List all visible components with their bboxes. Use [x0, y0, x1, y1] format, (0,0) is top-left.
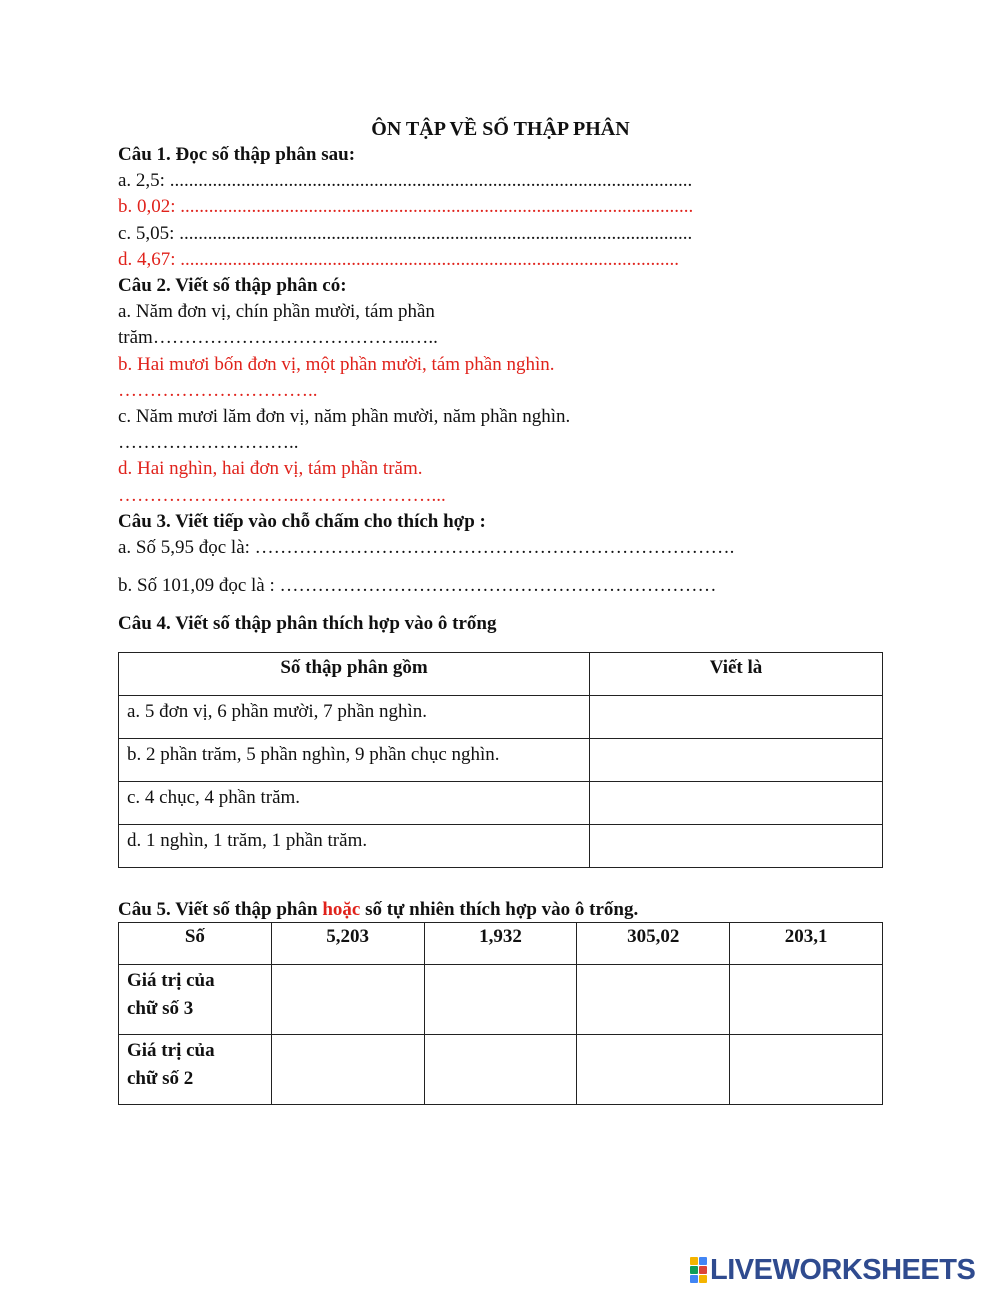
table-row [119, 824, 883, 867]
q5-heading-emphasis: hoặc [322, 898, 361, 920]
q5-answer-cell[interactable] [730, 964, 883, 1034]
q4-row-d-label: d. 1 nghìn, 1 trăm, 1 phần trăm. [119, 824, 590, 867]
q2-item-c-line1: c. Năm mươi lăm đơn vị, năm phần mười, năm phần nghìn. [118, 406, 571, 428]
q2-item-c-line2[interactable]: ……………………….. [118, 432, 299, 454]
table-row [119, 781, 883, 824]
table-header-row [119, 652, 883, 695]
q5-answer-cell[interactable] [577, 1034, 730, 1104]
q4-row-b-label: b. 2 phần trăm, 5 phần nghìn, 9 phần chục nghìn. [119, 738, 590, 781]
q4-row-c-answer-cell[interactable] [590, 781, 883, 824]
table-header-row [119, 922, 883, 964]
q4-row-d-answer-cell[interactable] [590, 824, 883, 867]
q2-item-b-line2[interactable]: ………………………….. [118, 379, 318, 401]
table-row [119, 738, 883, 781]
question-3-heading: Câu 3. Viết tiếp vào chỗ chấm cho thích hợp : [118, 510, 486, 532]
q4-row-a-label: a. 5 đơn vị, 6 phần mười, 7 phần nghìn. [119, 695, 590, 738]
q4-row-c-label: c. 4 chục, 4 phần trăm. [119, 781, 590, 824]
question-5-heading [118, 898, 888, 922]
liveworksheets-logo [690, 1252, 975, 1288]
worksheet [118, 116, 888, 1105]
q1-item-a: a. 2,5: .............................................................................................................. [118, 170, 693, 192]
q5-answer-cell[interactable] [271, 1034, 424, 1104]
q3-item-b[interactable]: b. Số 101,09 đọc là : …………………………………………………………… [118, 575, 717, 597]
question-4-heading: Câu 4. Viết số thập phân thích hợp vào ô trống [118, 613, 497, 635]
q4-row-a-answer-cell[interactable] [590, 695, 883, 738]
table-row [119, 964, 883, 1034]
q5-heading-pre: Câu 5. Viết số thập phân [118, 898, 323, 920]
q4-row-b-answer-cell[interactable] [590, 738, 883, 781]
q5-heading-post: số tự nhiên thích hợp vào ô trống. [360, 898, 639, 920]
q5-table [118, 922, 883, 1105]
q5-answer-cell[interactable] [577, 964, 730, 1034]
logo-icon [690, 1257, 707, 1283]
worksheet-title: ÔN TẬP VỀ SỐ THẬP PHÂN [371, 118, 630, 140]
q1-item-b: b. 0,02: ............................................................................................................ [118, 196, 694, 218]
q5-answer-cell[interactable] [424, 964, 577, 1034]
q5-col-number-2: 1,932 [424, 922, 577, 964]
q2-item-d-line1: d. Hai nghìn, hai đơn vị, tám phần trăm. [118, 458, 423, 480]
table-row [119, 1034, 883, 1104]
q1-item-d: d. 4,67: ......................................................................................................... [118, 248, 680, 270]
q4-col-description: Số thập phân gồm [119, 652, 590, 695]
q3-item-a[interactable]: a. Số 5,95 đọc là: …………………………………………………………………. [118, 537, 735, 559]
q5-col-number-1: 5,203 [271, 922, 424, 964]
q5-col-number-3: 305,02 [577, 922, 730, 964]
q4-table [118, 652, 883, 868]
q2-item-a-line1: a. Năm đơn vị, chín phần mười, tám phần [118, 301, 435, 323]
q2-item-b-line1: b. Hai mươi bốn đơn vị, một phần mười, tám phần nghìn. [118, 353, 555, 375]
q5-answer-cell[interactable] [271, 964, 424, 1034]
brand-name: LIVEWORKSHEETS [710, 1253, 976, 1286]
q5-col-label: Số [119, 922, 272, 964]
q5-row-digit-2-label: Giá trị của chữ số 2 [119, 1034, 272, 1104]
question-2-heading: Câu 2. Viết số thập phân có: [118, 275, 347, 297]
q4-col-answer: Viết là [590, 652, 883, 695]
q5-answer-cell[interactable] [730, 1034, 883, 1104]
table-row [119, 695, 883, 738]
q2-item-d-line2[interactable]: ………………………..…………………... [118, 484, 446, 506]
question-1-heading: Câu 1. Đọc số thập phân sau: [118, 144, 356, 165]
q2-item-a-line2[interactable]: trăm…………………………………..….. [118, 327, 438, 349]
q5-answer-cell[interactable] [424, 1034, 577, 1104]
q5-col-number-4: 203,1 [730, 922, 883, 964]
q5-row-digit-3-label: Giá trị của chữ số 3 [119, 964, 272, 1034]
q1-item-c: c. 5,05: ............................................................................................................ [118, 222, 693, 244]
